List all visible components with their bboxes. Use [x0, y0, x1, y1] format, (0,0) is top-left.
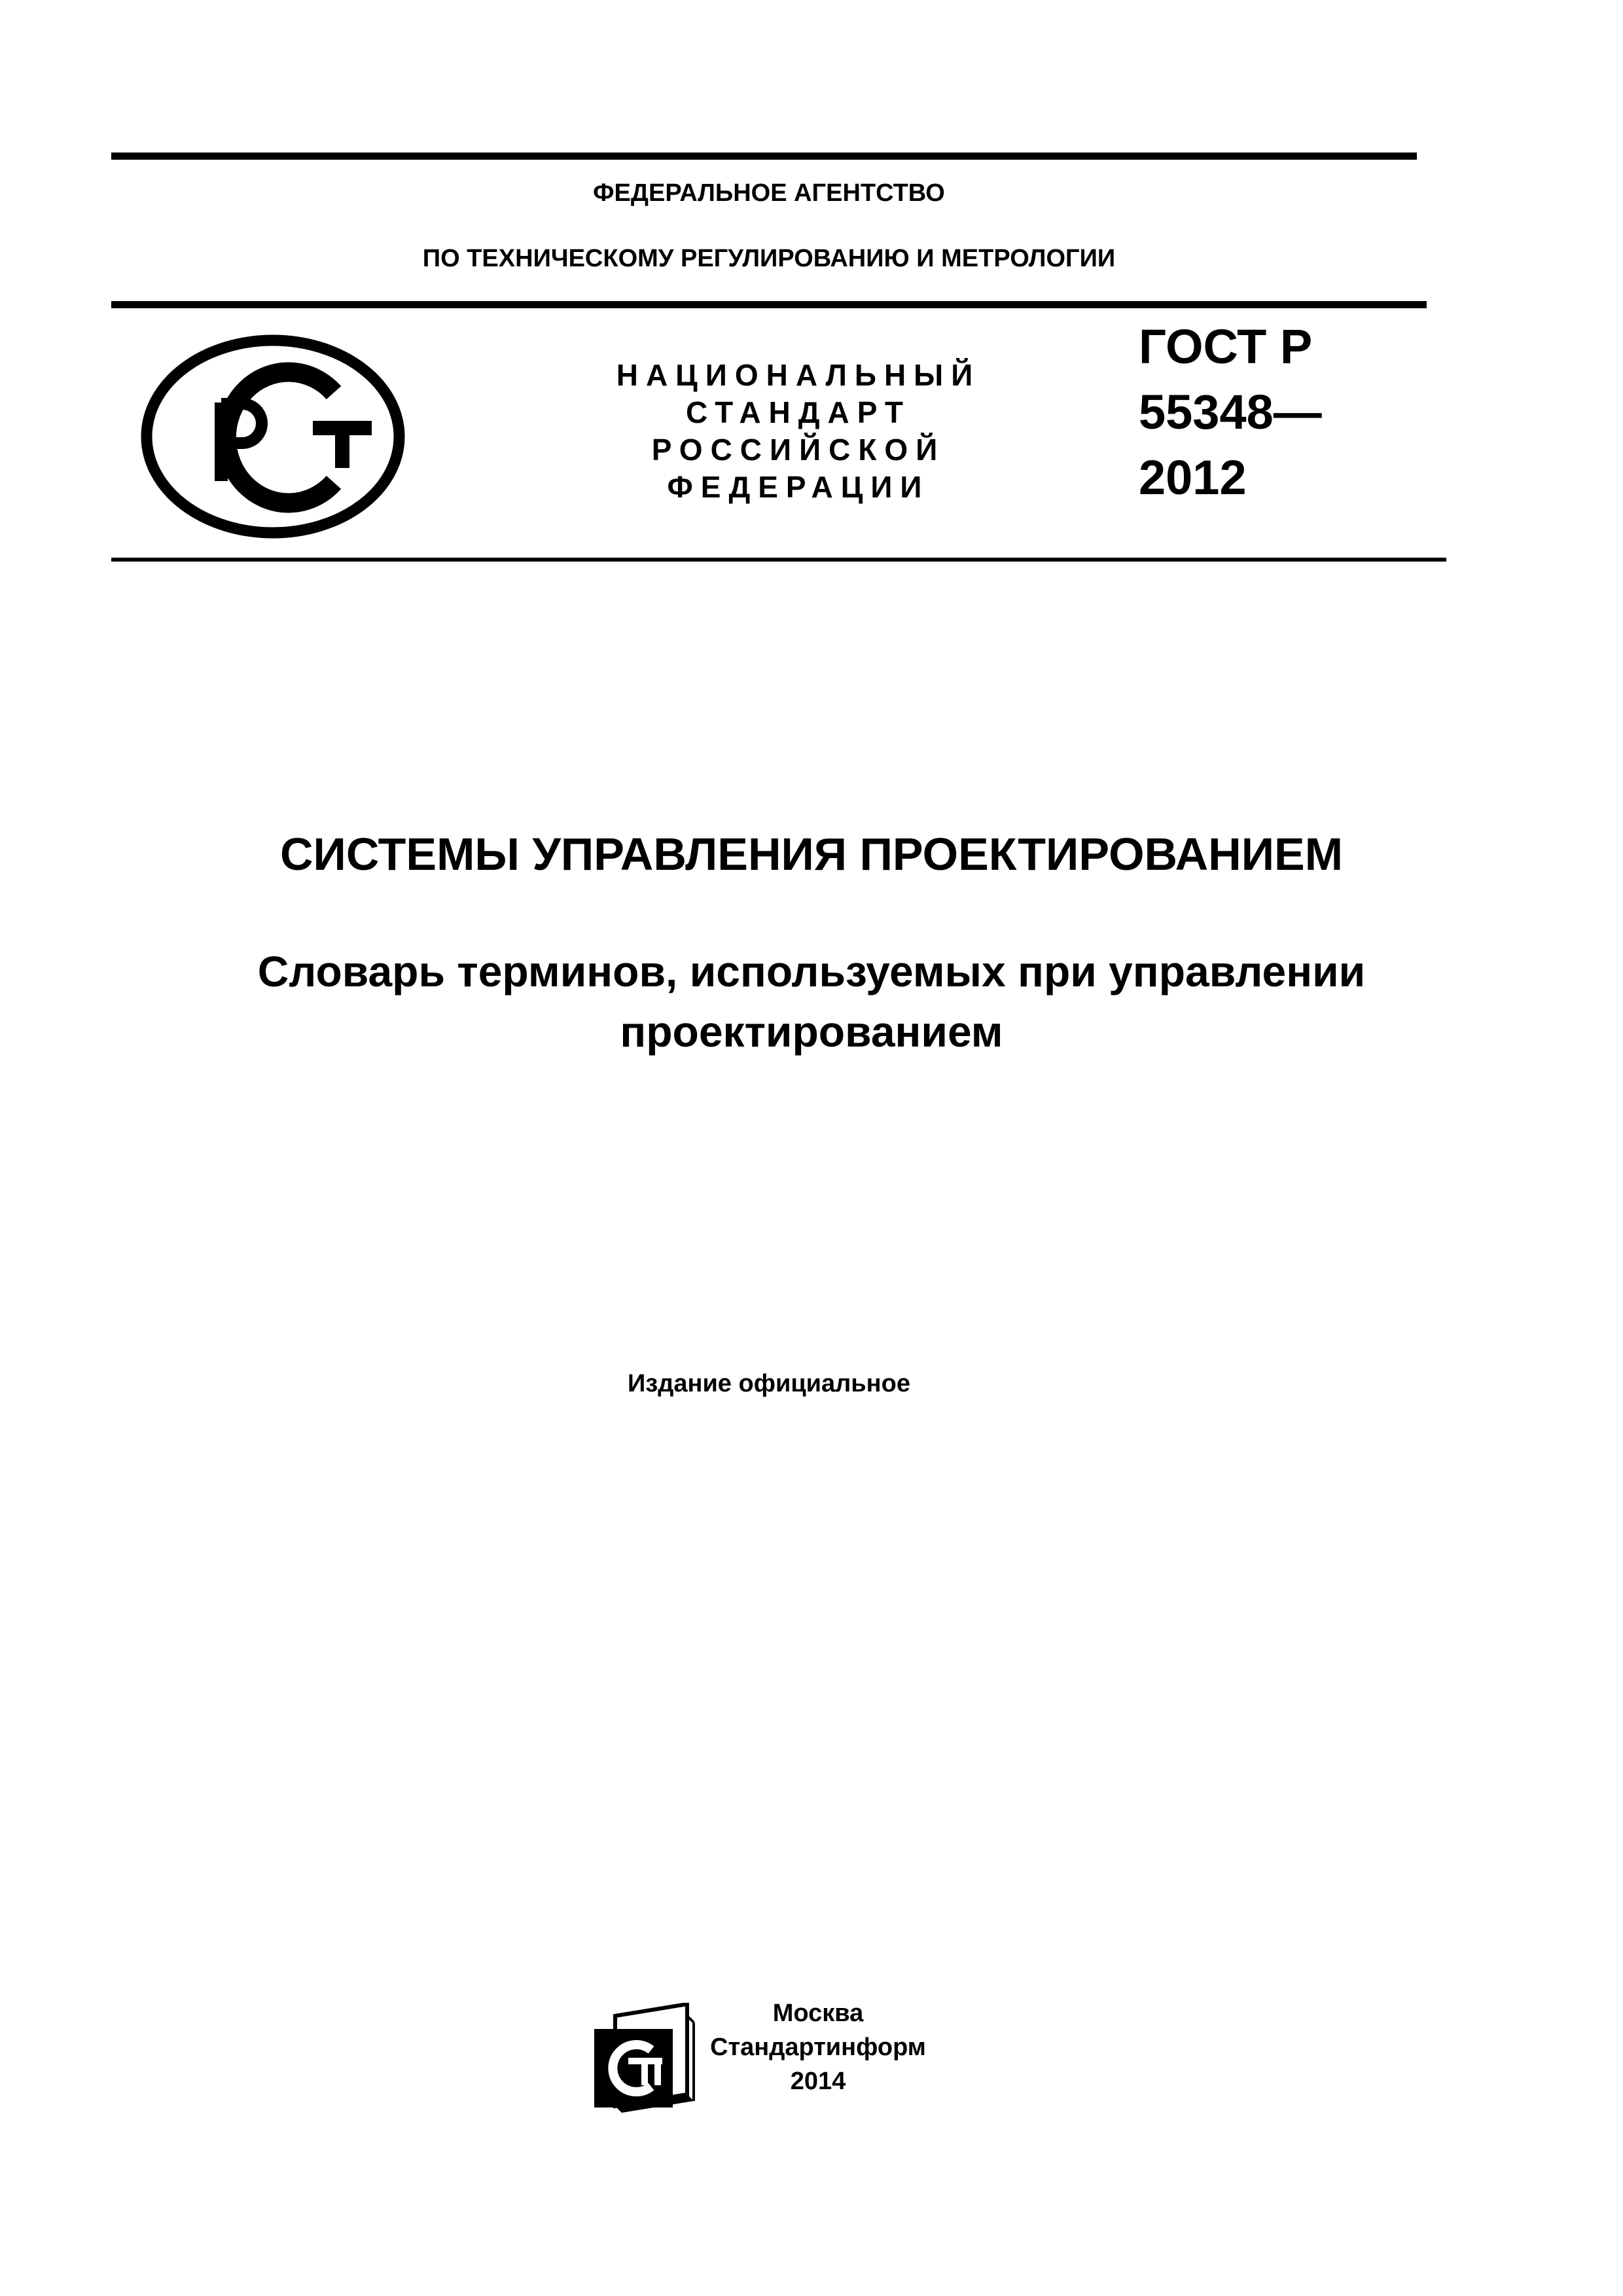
- header-middle-rule: [111, 301, 1427, 308]
- edition-label: Издание официальное: [628, 1370, 910, 1397]
- designation-line-1: ГОСТ Р: [1139, 319, 1313, 374]
- publication-year: 2014: [790, 2068, 846, 2095]
- rst-conformity-mark-icon: [137, 331, 409, 543]
- standard-type-line-4: ФЕДЕРАЦИИ: [667, 470, 930, 504]
- designation-line-2: 55348—: [1139, 385, 1322, 439]
- publisher-city: Москва: [772, 2000, 864, 2027]
- document-title: СИСТЕМЫ УПРАВЛЕНИЯ ПРОЕКТИРОВАНИЕМ: [279, 829, 1344, 880]
- agency-name-line-1: ФЕДЕРАЛЬНОЕ АГЕНТСТВО: [593, 179, 945, 207]
- publisher-name: Стандартинформ: [710, 2034, 926, 2061]
- standard-type-line-3: РОССИЙСКОЙ: [651, 433, 946, 467]
- header-top-rule: [111, 152, 1417, 160]
- designation-line-3: 2012: [1139, 450, 1247, 505]
- standartinform-logo-icon: [589, 2003, 700, 2114]
- header-bottom-rule: [111, 558, 1446, 562]
- standard-type-label: [589, 357, 1008, 506]
- agency-name-line-2: ПО ТЕХНИЧЕСКОМУ РЕГУЛИРОВАНИЮ И МЕТРОЛОГИИ: [422, 245, 1116, 272]
- publisher-imprint: [710, 1996, 926, 2098]
- standard-type-line-1: НАЦИОНАЛЬНЫЙ: [616, 358, 981, 392]
- subtitle-line-2: проектированием: [620, 1007, 1003, 1056]
- standard-type-line-2: СТАНДАРТ: [686, 395, 911, 429]
- document-subtitle: [98, 941, 1525, 1062]
- subtitle-line-1: Словарь терминов, используемых при управлении: [257, 947, 1366, 996]
